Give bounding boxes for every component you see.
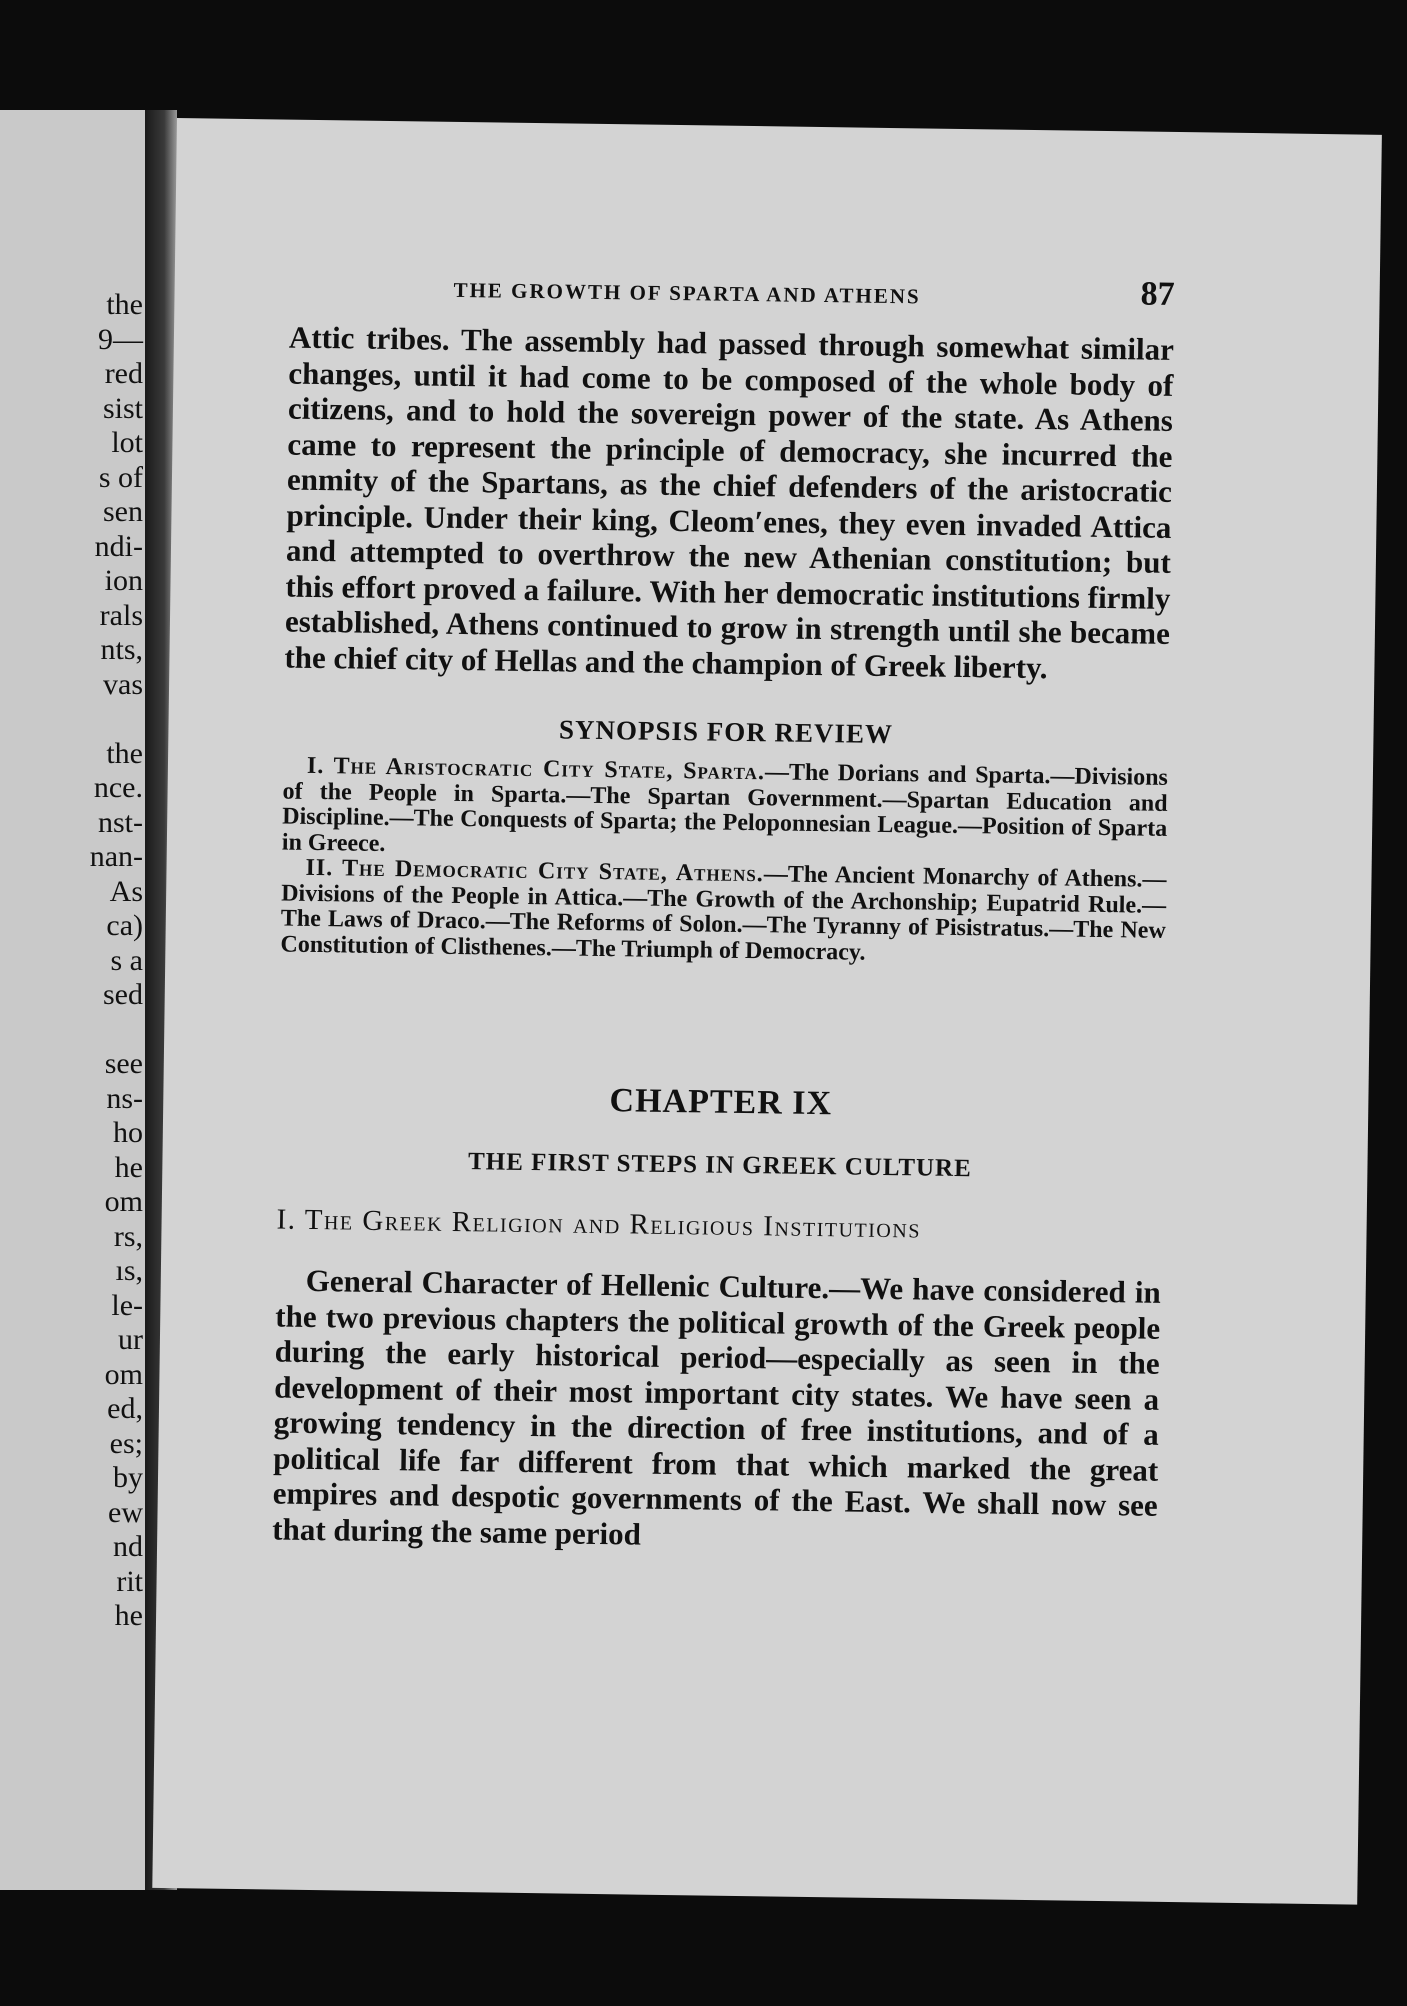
left-page-line-fragment: om bbox=[104, 1357, 143, 1391]
left-page-line-fragment: ns- bbox=[106, 1081, 143, 1115]
left-page-line-fragment: the bbox=[106, 288, 143, 321]
chapter-paragraph bbox=[272, 1262, 1161, 1558]
left-page-line-fragment: ew bbox=[108, 1495, 143, 1529]
left-page-line-fragment: es; bbox=[109, 1426, 143, 1460]
left-page-line-fragment: nd bbox=[113, 1530, 143, 1563]
left-page-line-fragment: sen bbox=[103, 495, 143, 528]
left-page-line-fragment: ıs, bbox=[115, 1254, 143, 1287]
left-page-line-fragment: nst- bbox=[98, 805, 143, 839]
left-page-line-fragment: s a bbox=[110, 943, 143, 977]
left-page-line-fragment: ndi- bbox=[94, 529, 143, 563]
synopsis-item-label: II. The Democratic City State, Athens. bbox=[305, 854, 764, 888]
section-heading: I. The Greek Religion and Religious Institutions bbox=[276, 1203, 922, 1245]
left-page-line-fragment: nce. bbox=[93, 771, 143, 804]
left-page-line-fragment: ion bbox=[104, 564, 143, 597]
synopsis-item-text: —The Dorians and Sparta.—Divisions of the People in Sparta.—The Spartan Government.—Spartan Education and Discipline.—The Conquests of Sparta; the Peloponnesian League.—Position of Sparta in Greece. bbox=[281, 759, 1169, 857]
page-number: 87 bbox=[1140, 275, 1175, 313]
left-page-line-fragment: red bbox=[104, 357, 143, 390]
left-page-line-fragment: s of bbox=[98, 460, 143, 494]
synopsis-item-label: I. The Aristocratic City State, Sparta. bbox=[306, 752, 766, 786]
opening-paragraph: Attic tribes. The assembly had passed through somewhat similar changes, until it had come to be composed of the whole body of citizens, and to hold the sovereign power of the state. As Athens came to represent the principle of democracy, she incurred the enmity of the Spartans, as the chief defenders of the aristocratic principle. Under their king, Cleom′enes, they even invaded Attica and attempted to overthrow the new Athenian constitution; but this effort proved a failure. With her democratic institutions firmly established, Athens continued to grow in strength until she became the chief city of Hellas and the champion of Greek liberty. bbox=[284, 319, 1175, 685]
left-page-line-fragment: by bbox=[113, 1461, 143, 1494]
running-title: THE GROWTH OF SPARTA AND ATHENS bbox=[453, 277, 921, 309]
synopsis-item bbox=[282, 754, 1168, 868]
left-page-line-fragment: ca) bbox=[106, 909, 143, 942]
left-page-line-fragment: sed bbox=[103, 978, 143, 1011]
left-page-line-fragment: le- bbox=[111, 1288, 143, 1322]
chapter-title: THE FIRST STEPS IN GREEK CULTURE bbox=[467, 1148, 972, 1183]
paragraph-run-in-heading: General Character of Hellenic Culture. bbox=[305, 1262, 830, 1306]
left-page-line-fragment: rals bbox=[99, 598, 143, 632]
chapter-heading: CHAPTER IX bbox=[609, 1082, 833, 1123]
left-page-line-fragment: rs, bbox=[113, 1219, 143, 1253]
left-page-line-fragment: ho bbox=[113, 1116, 143, 1149]
left-page-line-fragment: he bbox=[114, 1599, 143, 1632]
left-page-line-fragment: As bbox=[109, 874, 143, 908]
left-page-line-fragment: om bbox=[104, 1185, 143, 1218]
left-page-line-fragment: 9— bbox=[98, 322, 143, 356]
left-page-line-fragment: ed, bbox=[107, 1392, 143, 1425]
left-page-line-fragment: lot bbox=[111, 426, 143, 459]
left-page-line-fragment: vas bbox=[103, 667, 143, 701]
running-head bbox=[289, 260, 1175, 332]
synopsis-item bbox=[280, 856, 1166, 970]
left-page-line-fragment: the bbox=[106, 736, 143, 770]
synopsis-heading: SYNOPSIS FOR REVIEW bbox=[558, 714, 894, 750]
left-page-line-fragment: rit bbox=[116, 1564, 143, 1598]
left-page-line-fragment: see bbox=[104, 1047, 143, 1080]
left-page-line-fragment: he bbox=[114, 1150, 143, 1184]
left-page-line-fragment: sist bbox=[102, 391, 143, 425]
page-content bbox=[272, 260, 1175, 1559]
left-page-fragment bbox=[0, 110, 145, 1890]
left-page-line-fragment: ur bbox=[118, 1323, 143, 1356]
book-page bbox=[152, 118, 1382, 1905]
synopsis-item-text: —The Ancient Monarchy of Athens.—Divisions of the People in Attica.—The Growth of the Archonship; Eupatrid Rule.—The Laws of Draco.—The Reforms of Solon.—The Tyranny of Pisistratus.—The New Constitution of Clisthenes.—The Triumph of Democracy. bbox=[280, 861, 1167, 966]
paragraph-text: —We have considered in the two previous chapters the political growth of the Greek people during the early historical period—especially as seen in the development of their most important city states. We have seen a growing tendency in the direction of free institutions, and of a political life far different from that which marked the great empires and despotic governments of the East. We shall now see that during the same period bbox=[272, 1270, 1161, 1552]
left-page-line-fragment: nts, bbox=[100, 633, 143, 666]
left-page-line-fragment: nan- bbox=[89, 840, 143, 873]
